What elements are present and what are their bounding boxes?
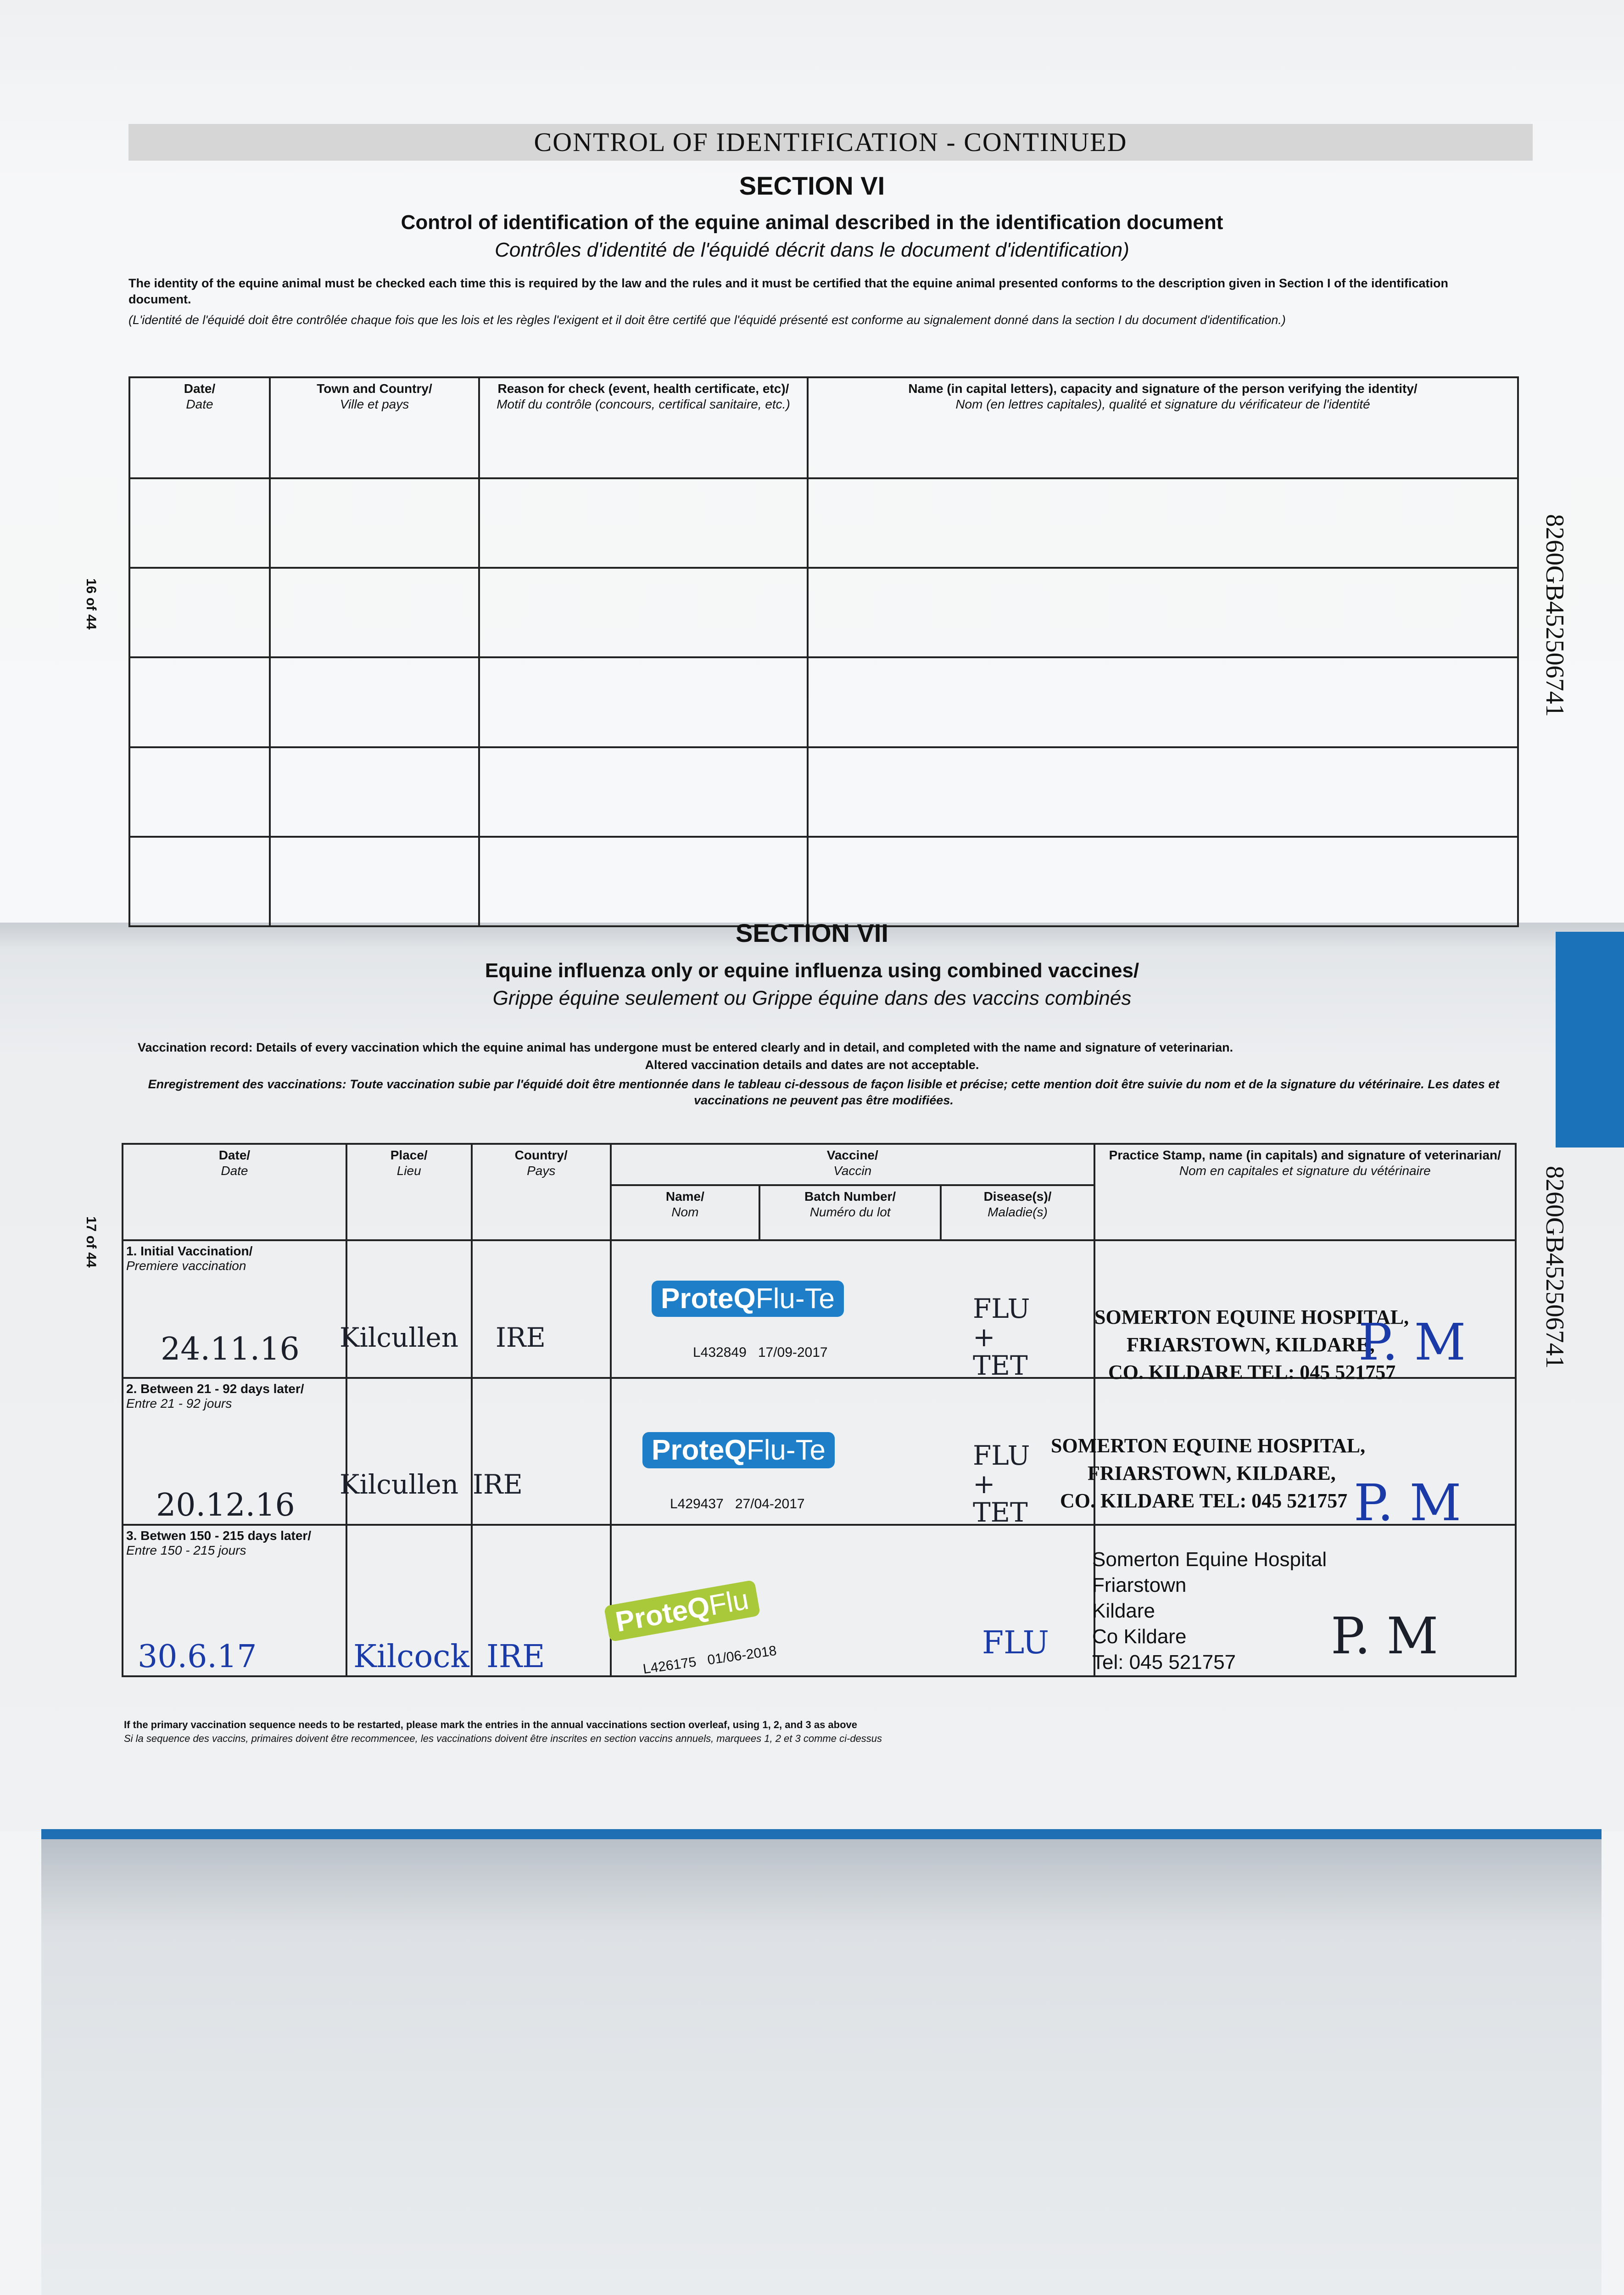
col-vacc-date: Date/ Date xyxy=(123,1144,346,1240)
side-id-lower: 8260GB452506741 xyxy=(1540,1166,1569,1369)
table-row[interactable] xyxy=(129,837,1518,926)
col-vaccine-name: Name/ Nom xyxy=(611,1185,759,1240)
vacc2-lot: L429437 27/04-2017 xyxy=(670,1496,805,1511)
vacc1-stamp: SOMERTON EQUINE HOSPITAL, FRIARSTOWN, KILDARE, CO. KILDARE TEL: 045 521757 xyxy=(1094,1306,1409,1383)
section6-title-fr: Contrôles d'identité de l'équidé décrit dans le document d'identification) xyxy=(495,239,1129,261)
page-title: CONTROL OF IDENTIFICATION - CONTINUED xyxy=(128,124,1533,161)
vacc1-date: 24.11.16 xyxy=(161,1331,300,1367)
section6-instructions-fr: (L'identité de l'équidé doit être contrôlée chaque fois que les lois et les règles l'exigent et il doit être certifé que l'équidé présenté est conforme au signalement donné dans la section I du document d'identification.) xyxy=(128,313,1286,327)
section7-label: SECTION VII xyxy=(736,918,888,947)
identity-check-table xyxy=(128,376,1519,927)
vacc1-signature: P. M xyxy=(1358,1313,1466,1371)
vacc3-country: IRE xyxy=(486,1639,545,1675)
side-id-upper: 8260GB452506741 xyxy=(1540,514,1569,717)
scanner-background xyxy=(41,1839,1602,2295)
vacc2-country: IRE xyxy=(473,1469,523,1500)
vacc2-sticker: ProteQFlu-Te xyxy=(642,1432,835,1468)
vacc2-date: 20.12.16 xyxy=(156,1487,295,1523)
vacc1-place: Kilcullen xyxy=(340,1322,459,1353)
vacc3-stamp: Somerton Equine Hospital Friarstown Kildare Co Kildare Tel: 045 521757 xyxy=(1092,1548,1327,1674)
vacc1-disease: FLU + TET xyxy=(973,1293,1030,1381)
table-row[interactable] xyxy=(129,657,1518,747)
table-row[interactable] xyxy=(129,747,1518,837)
col-disease: Disease(s)/ Maladie(s) xyxy=(941,1185,1094,1240)
vacc2-place: Kilcullen xyxy=(340,1469,459,1500)
vacc2-disease: FLU + TET xyxy=(973,1440,1030,1528)
page-number-17: 17 of 44 xyxy=(84,1216,99,1268)
vacc3-disease: FLU xyxy=(982,1625,1049,1661)
vacc3-place: Kilcock xyxy=(353,1639,469,1675)
table-row[interactable] xyxy=(129,478,1518,568)
footnote-en: If the primary vaccination sequence needs to be restarted, please mark the entries in the annual vaccinations section overleaf, using 1, 2, and 3 as above xyxy=(124,1719,858,1730)
vacc3-sticker: ProteQFlu xyxy=(604,1580,761,1642)
section6-label: SECTION VI xyxy=(739,171,885,200)
section7-title-fr: Grippe équine seulement ou Grippe équine dans des vaccins combinés xyxy=(492,987,1132,1009)
section7-title-en: Equine influenza only or equine influenza using combined vaccines/ xyxy=(485,959,1139,982)
vacc3-lot: L426175 01/06-2018 xyxy=(642,1643,778,1677)
row-label: 3. Betwen 150 - 215 days later/ Entre 150 - 215 jours xyxy=(123,1525,346,1676)
vacc1-lot: L432849 17/09-2017 xyxy=(693,1345,828,1360)
page-number-16: 16 of 44 xyxy=(84,578,99,630)
vacc3-date: 30.6.17 xyxy=(138,1639,257,1675)
vacc1-country: IRE xyxy=(496,1322,546,1353)
section7-instructions-en: Vaccination record: Details of every vaccination which the equine animal has undergone must be entered clearly and in detail, and completed with the name and signature of veterinarian. xyxy=(138,1041,1233,1054)
section7-instructions-en2: Altered vaccination details and dates are not acceptable. xyxy=(645,1058,979,1072)
col-practice-stamp: Practice Stamp, name (in capitals) and signature of veterinarian/ Nom en capitales et signature du vétérinaire xyxy=(1094,1144,1516,1240)
table-row[interactable] xyxy=(129,568,1518,657)
vacc3-signature: P. M xyxy=(1331,1606,1439,1665)
col-batch-number: Batch Number/ Numéro du lot xyxy=(759,1185,941,1240)
col-date: Date/ Date xyxy=(129,377,270,478)
row-label: 1. Initial Vaccination/ Premiere vaccination xyxy=(123,1240,346,1378)
row-label: 2. Between 21 - 92 days later/ Entre 21 - 92 jours xyxy=(123,1378,346,1525)
col-vacc-place: Place/ Lieu xyxy=(346,1144,472,1240)
col-town-country: Town and Country/ Ville et pays xyxy=(270,377,479,478)
vacc2-stamp: SOMERTON EQUINE HOSPITAL, FRIARSTOWN, KILDARE, CO. KILDARE TEL: 045 521757 xyxy=(1051,1434,1366,1512)
col-vacc-country: Country/ Pays xyxy=(472,1144,611,1240)
col-verifier: Name (in capital letters), capacity and signature of the person verifying the identity/ Nom (en lettres capitales), qualité et signature du vérificateur de l'identité xyxy=(808,377,1518,478)
vacc1-sticker: ProteQFlu-Te xyxy=(652,1281,844,1317)
footnote-fr: Si la sequence des vaccins, primaires doivent être recommencee, les vaccinations doivent être inscrites en section vaccins annuels, marquees 1, 2 et 3 comme ci-dessus xyxy=(124,1733,882,1744)
blue-page-edge xyxy=(41,1829,1602,1839)
vacc2-signature: P. M xyxy=(1354,1473,1462,1532)
section6-title-en: Control of identification of the equine animal described in the identification document xyxy=(401,211,1223,234)
section6-instructions-en: The identity of the equine animal must be checked each time this is required by the law and the rules and it must be certified that the equine animal presented conforms to the description given in Section I of the identification document. xyxy=(128,276,1449,306)
section7-instructions-fr: Enregistrement des vaccinations: Toute vaccination subie par l'équidé doit être mentionnée dans le tableau ci-dessous de façon lisible et précise; cette mention doit être suivie du nom et de la signature du vétérinaire. Les dates et vaccinations ne peuvent pas être modifiées. xyxy=(148,1077,1500,1107)
col-vaccine: Vaccine/ Vaccin xyxy=(611,1144,1094,1185)
col-reason: Reason for check (event, health certificate, etc)/ Motif du contrôle (concours, certifical sanitaire, etc.) xyxy=(479,377,808,478)
